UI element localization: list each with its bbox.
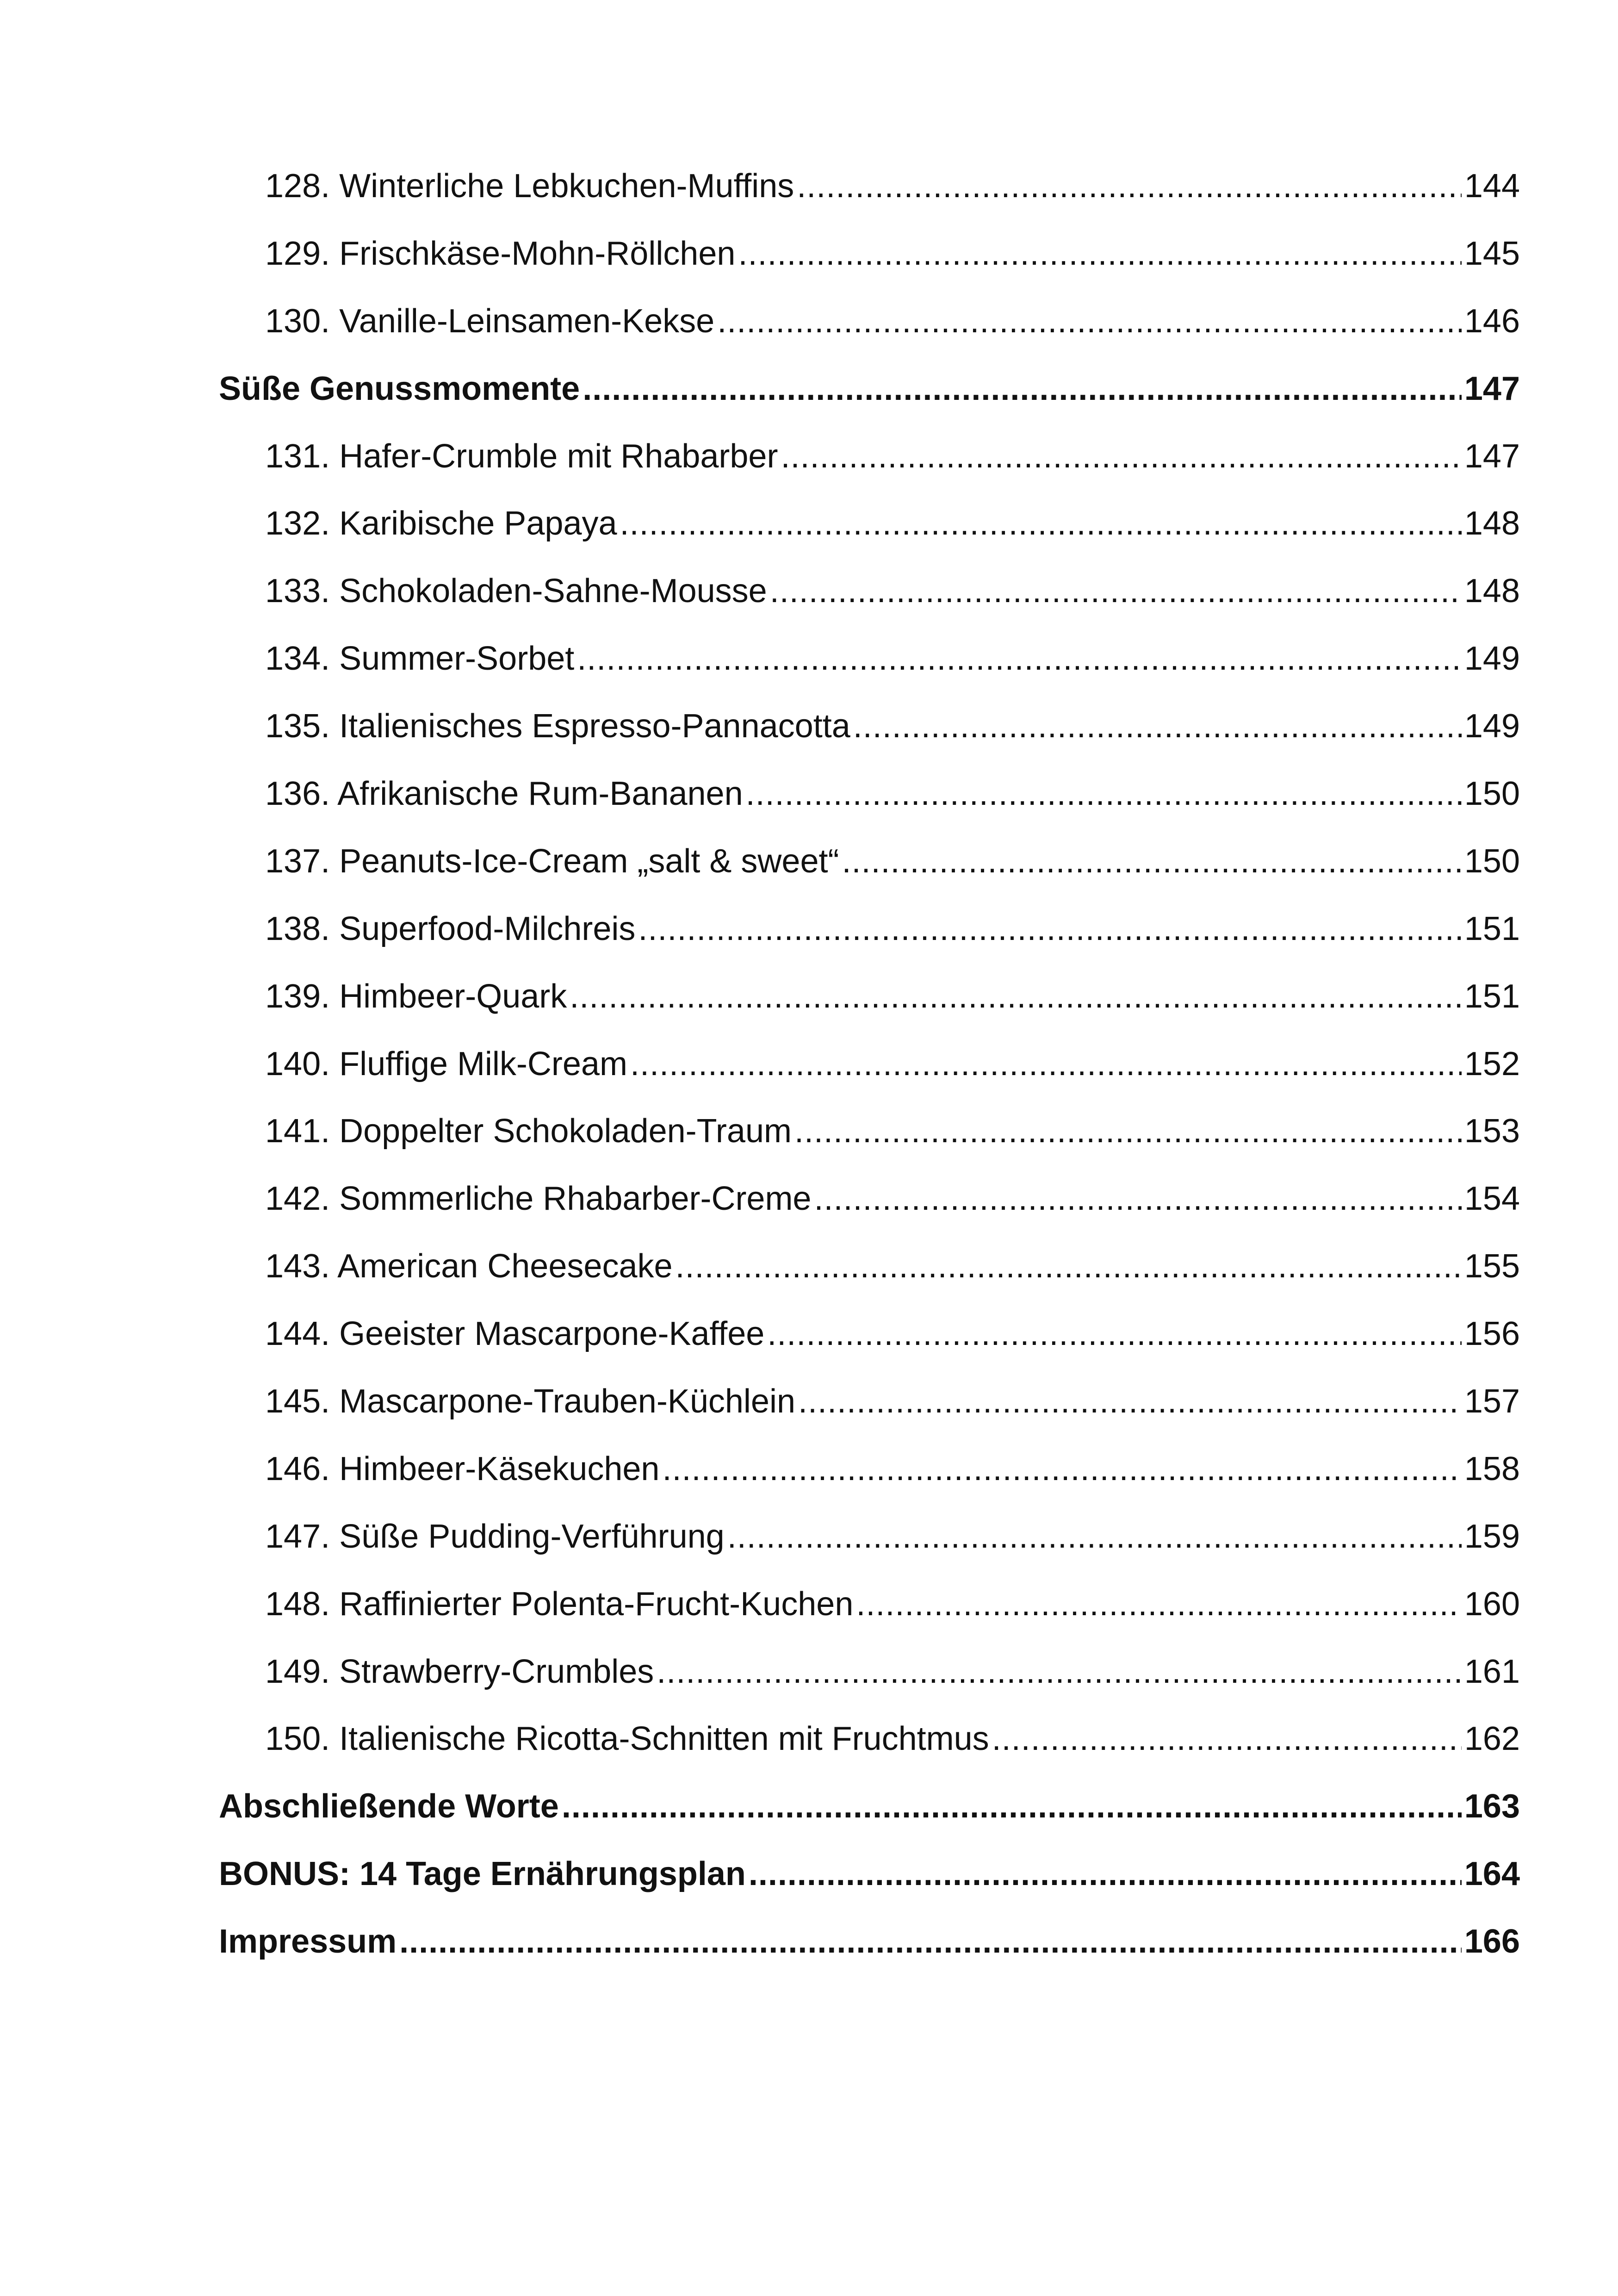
toc-section-suesse-genussmomente[interactable] [219,355,1520,423]
toc-section-page: 163 [1464,1788,1520,1825]
toc-leader-dots [676,1233,1462,1300]
toc-entry-title: 135. Italienisches Espresso-Pannacotta [265,708,850,745]
toc-entry-title: 142. Sommerliche Rhabarber-Creme [265,1180,812,1218]
toc-section-page: 166 [1464,1923,1520,1960]
toc-leader-dots [770,558,1462,625]
toc-entry-141[interactable] [219,1098,1520,1165]
toc-section-bonus-ernaehrungsplan[interactable] [219,1841,1520,1908]
toc-entry-page: 160 [1464,1585,1520,1623]
toc-entry-page: 148 [1464,572,1520,610]
toc-entry-title: 130. Vanille-Leinsamen-Kekse [265,302,715,340]
toc-entry-page: 148 [1464,505,1520,542]
toc-section-title: Impressum [219,1923,397,1960]
toc-entry-142[interactable] [219,1165,1520,1233]
toc-entry-132[interactable] [219,490,1520,558]
toc-entry-title: 146. Himbeer-Käsekuchen [265,1450,660,1487]
toc-entry-title: 150. Italienische Ricotta-Schnitten mit Fruchtmus [265,1720,989,1758]
toc-leader-dots [746,760,1462,828]
toc-section-title: Süße Genussmomente [219,370,580,407]
toc-entry-title: 131. Hafer-Crumble mit Rhabarber [265,437,778,475]
toc-leader-dots [570,963,1462,1031]
toc-entry-page: 155 [1464,1248,1520,1285]
toc-entry-147[interactable] [219,1503,1520,1571]
toc-entry-page: 159 [1464,1518,1520,1555]
toc-entry-page: 162 [1464,1720,1520,1758]
toc-entry-145[interactable] [219,1368,1520,1436]
toc-entry-page: 150 [1464,842,1520,880]
toc-entry-131[interactable] [219,423,1520,491]
toc-leader-dots [738,220,1461,288]
toc-leader-dots [630,1031,1462,1098]
toc-leader-dots [767,1300,1462,1368]
toc-entry-title: 140. Fluffige Milk-Cream [265,1045,627,1083]
toc-entry-page: 149 [1464,640,1520,678]
toc-leader-dots [399,1908,1462,1976]
toc-entry-title: 141. Doppelter Schokoladen-Traum [265,1113,792,1150]
toc-entry-150[interactable] [219,1705,1520,1773]
toc-entry-page: 153 [1464,1113,1520,1150]
toc-entry-137[interactable] [219,828,1520,896]
toc-entry-146[interactable] [219,1436,1520,1503]
toc-entry-130[interactable] [219,288,1520,355]
toc-entry-title: 147. Süße Pudding-Verführung [265,1518,725,1555]
toc-entry-136[interactable] [219,760,1520,828]
toc-entry-page: 146 [1464,302,1520,340]
toc-entry-title: 144. Geeister Mascarpone-Kaffee [265,1315,765,1353]
toc-leader-dots [657,1638,1462,1706]
toc-leader-dots [583,355,1462,423]
toc-section-abschliessende-worte[interactable] [219,1773,1520,1841]
toc-leader-dots [856,1571,1462,1638]
toc-entry-page: 149 [1464,708,1520,745]
table-of-contents [219,153,1520,1976]
toc-entry-134[interactable] [219,625,1520,693]
toc-leader-dots [797,153,1462,220]
toc-leader-dots [798,1368,1462,1436]
toc-entry-title: 139. Himbeer-Quark [265,977,567,1015]
toc-entry-title: 134. Summer-Sorbet [265,640,575,678]
toc-leader-dots [992,1705,1462,1773]
toc-entry-title: 143. American Cheesecake [265,1248,673,1285]
toc-leader-dots [727,1503,1462,1571]
toc-entry-title: 137. Peanuts-Ice-Cream „salt & sweet“ [265,842,839,880]
toc-entry-143[interactable] [219,1233,1520,1300]
toc-leader-dots [842,828,1462,896]
toc-entry-139[interactable] [219,963,1520,1031]
toc-entry-page: 151 [1464,910,1520,947]
toc-entry-title: 138. Superfood-Milchreis [265,910,636,947]
toc-section-impressum[interactable] [219,1908,1520,1976]
toc-section-page: 147 [1464,370,1520,407]
toc-leader-dots [717,288,1462,355]
toc-entry-page: 154 [1464,1180,1520,1218]
toc-leader-dots [638,896,1461,963]
toc-leader-dots [749,1841,1462,1908]
toc-entry-title: 129. Frischkäse-Mohn-Röllchen [265,235,736,272]
toc-entry-title: 132. Karibische Papaya [265,505,617,542]
toc-entry-page: 152 [1464,1045,1520,1083]
toc-entry-128[interactable] [219,153,1520,220]
toc-entry-page: 161 [1464,1653,1520,1690]
toc-entry-title: 133. Schokoladen-Sahne-Mousse [265,572,767,610]
toc-leader-dots [853,693,1462,760]
toc-section-page: 164 [1464,1855,1520,1893]
toc-entry-page: 147 [1464,437,1520,475]
toc-leader-dots [814,1165,1461,1233]
toc-leader-dots [781,423,1461,491]
toc-entry-page: 144 [1464,168,1520,205]
toc-leader-dots [562,1773,1462,1841]
toc-section-title: BONUS: 14 Tage Ernährungsplan [219,1855,746,1893]
toc-entry-135[interactable] [219,693,1520,760]
toc-entry-title: 149. Strawberry-Crumbles [265,1653,654,1690]
toc-entry-page: 145 [1464,235,1520,272]
toc-section-title: Abschließende Worte [219,1788,559,1825]
toc-entry-133[interactable] [219,558,1520,625]
toc-entry-page: 156 [1464,1315,1520,1353]
toc-entry-page: 157 [1464,1383,1520,1420]
toc-entry-page: 158 [1464,1450,1520,1487]
toc-entry-148[interactable] [219,1571,1520,1638]
toc-entry-title: 148. Raffinierter Polenta-Frucht-Kuchen [265,1585,854,1623]
toc-entry-140[interactable] [219,1031,1520,1098]
toc-leader-dots [662,1436,1461,1503]
toc-entry-title: 136. Afrikanische Rum-Bananen [265,775,743,813]
toc-entry-144[interactable] [219,1300,1520,1368]
toc-entry-title: 145. Mascarpone-Trauben-Küchlein [265,1383,795,1420]
toc-leader-dots [620,490,1462,558]
toc-entry-149[interactable] [219,1638,1520,1706]
toc-leader-dots [577,625,1462,693]
toc-entry-page: 150 [1464,775,1520,813]
toc-entry-title: 128. Winterliche Lebkuchen-Muffins [265,168,794,205]
toc-leader-dots [794,1098,1462,1165]
toc-entry-138[interactable] [219,896,1520,963]
toc-entry-129[interactable] [219,220,1520,288]
toc-entry-page: 151 [1464,977,1520,1015]
